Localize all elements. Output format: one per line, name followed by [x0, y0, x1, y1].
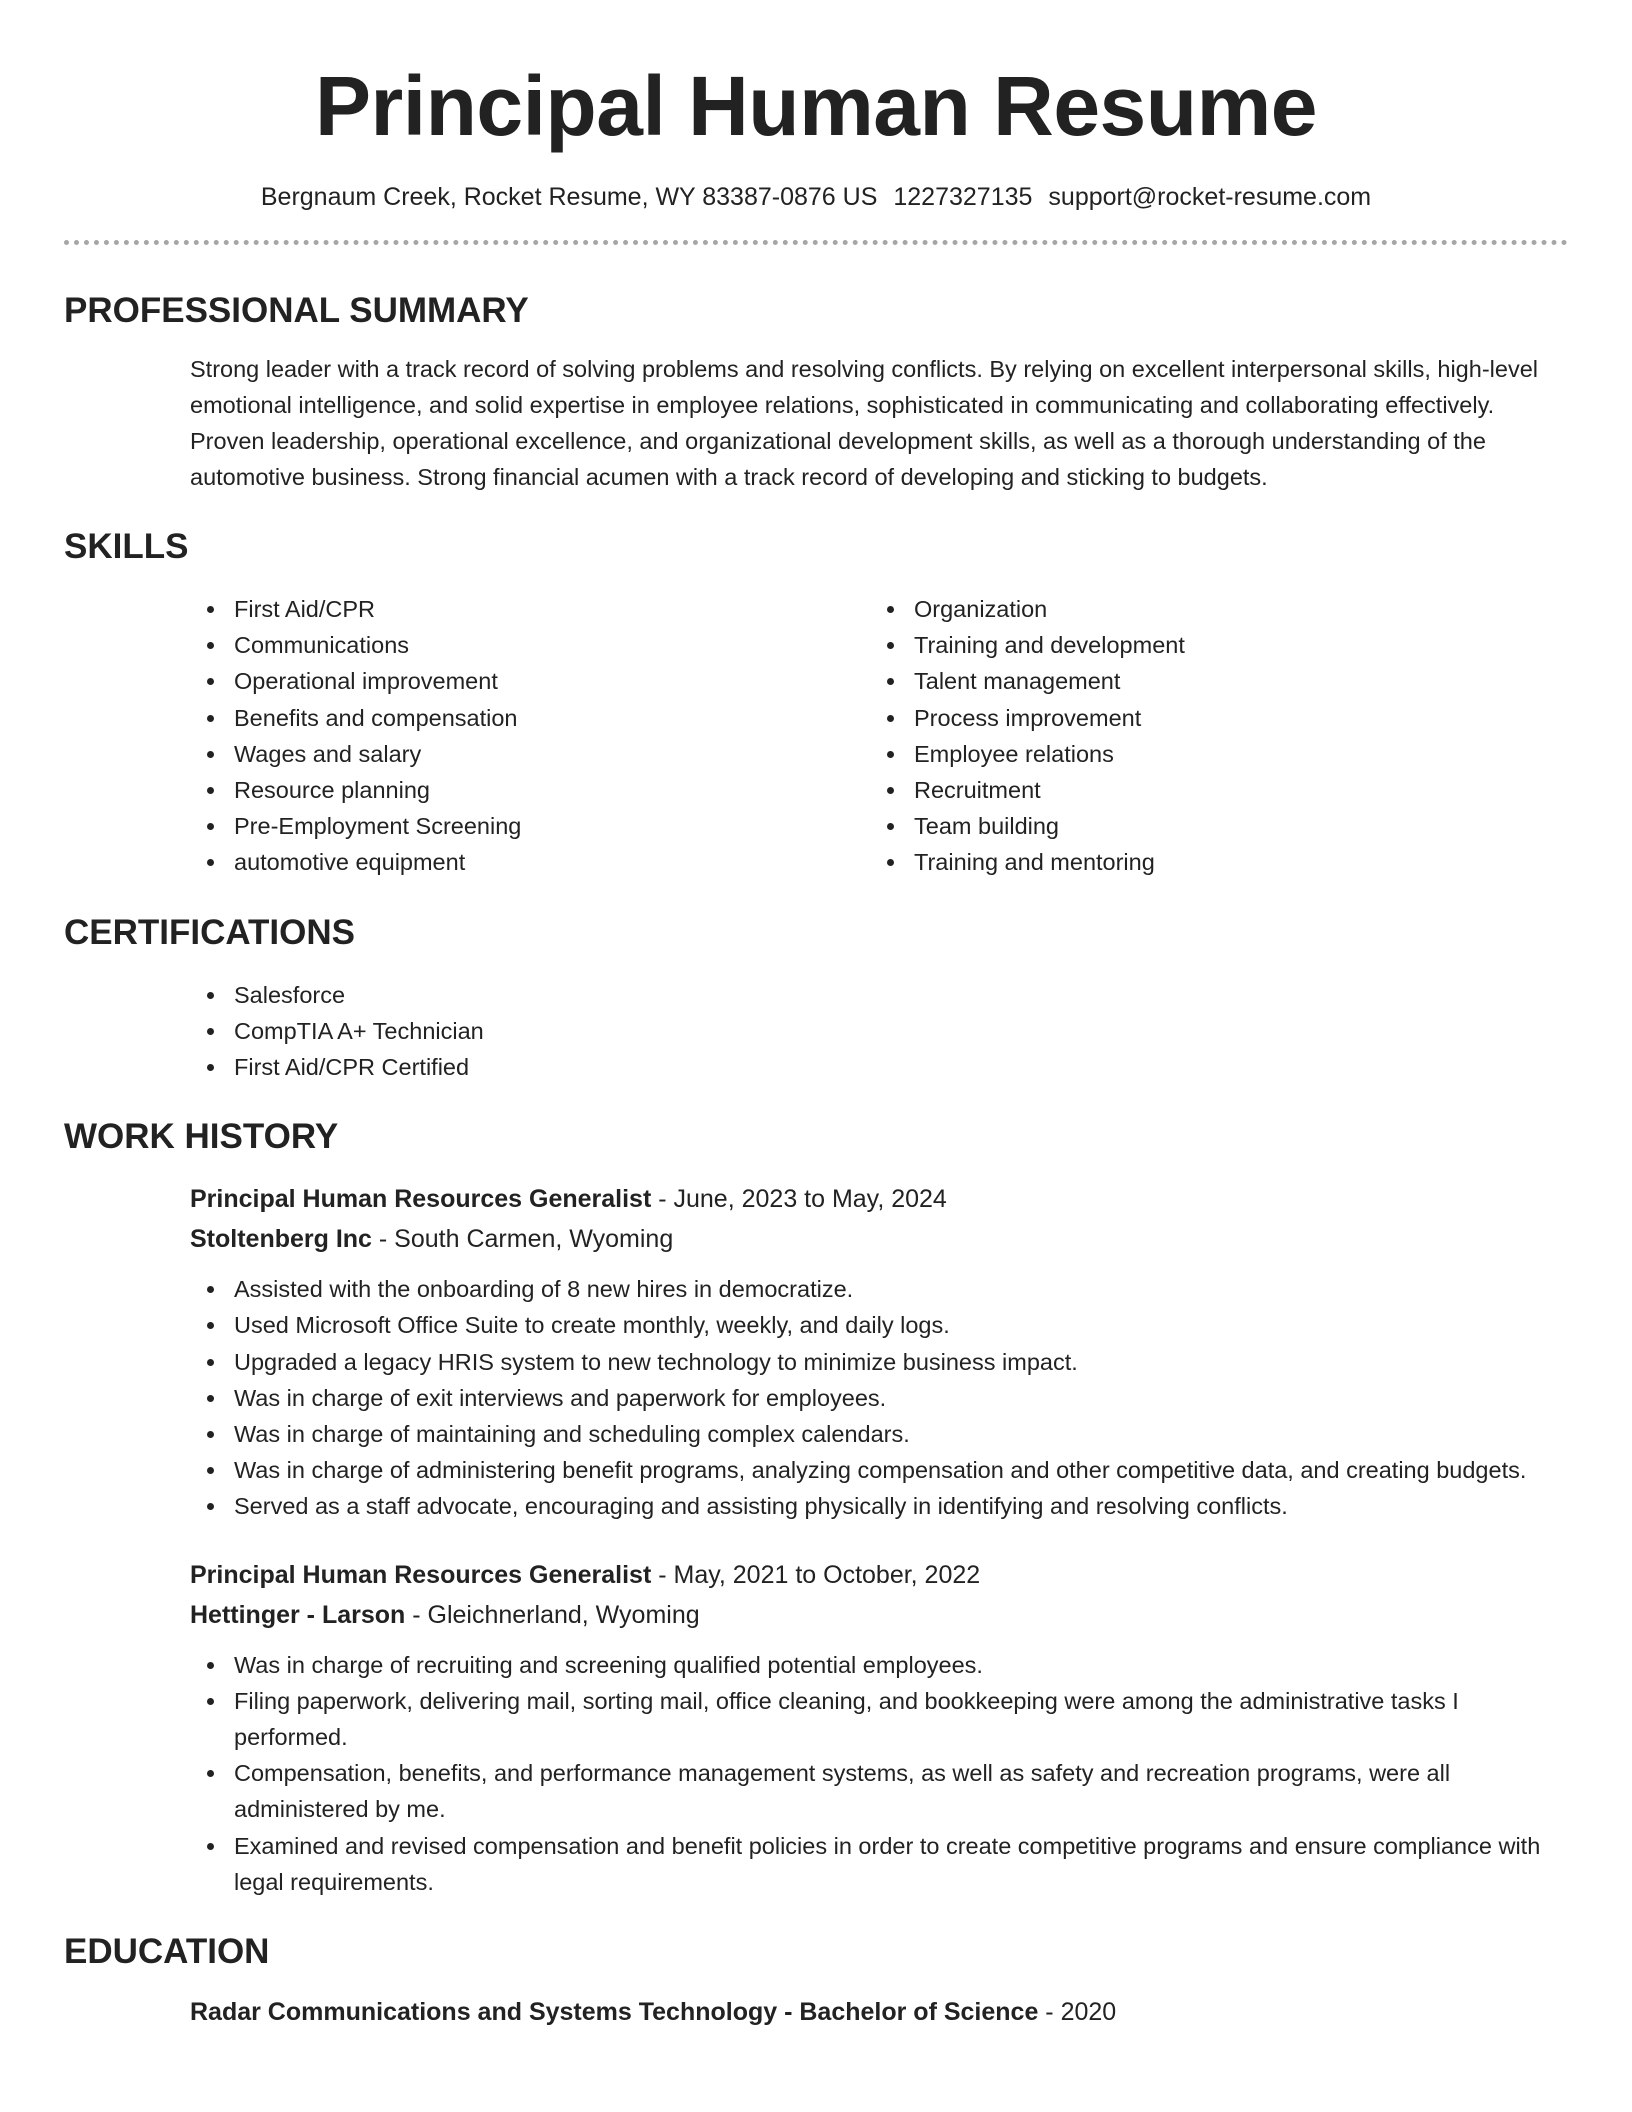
skill-item: Communications — [190, 627, 870, 663]
contact-address: Bergnaum Creek, Rocket Resume, WY 83387-0876 US — [260, 183, 878, 211]
skill-item: Resource planning — [190, 772, 870, 808]
skill-item: Training and mentoring — [870, 844, 1550, 880]
job-duty: Was in charge of recruiting and screening qualified potential employees. — [190, 1647, 1568, 1683]
job-company: Hettinger - Larson — [190, 1600, 406, 1629]
skill-item: Employee relations — [870, 736, 1550, 772]
skill-item: Wages and salary — [190, 736, 870, 772]
skill-item: Pre-Employment Screening — [190, 808, 870, 844]
job-role: Principal Human Resources Generalist — [190, 1560, 652, 1589]
certification-item: CompTIA A+ Technician — [190, 1013, 1568, 1049]
contact-phone: 1227327135 — [893, 183, 1033, 211]
education-heading: EDUCATION — [64, 1932, 270, 1972]
job-title-line — [190, 1555, 1568, 1595]
skill-item: Benefits and compensation — [190, 700, 870, 736]
skills-column-2 — [870, 591, 1550, 881]
job-duty: Was in charge of exit interviews and paperwork for employees. — [190, 1380, 1568, 1416]
skill-item: Recruitment — [870, 772, 1550, 808]
education-degree: Radar Communications and Systems Technology - Bachelor of Science — [190, 1998, 1039, 2027]
skill-item: Training and development — [870, 627, 1550, 663]
education-entry — [190, 1992, 1568, 2032]
job-location: - Gleichnerland, Wyoming — [405, 1600, 700, 1629]
certifications-list — [190, 977, 1568, 1086]
work-history-heading: WORK HISTORY — [64, 1117, 339, 1157]
job-role: Principal Human Resources Generalist — [190, 1185, 652, 1214]
certification-item: Salesforce — [190, 977, 1568, 1013]
job-duty: Was in charge of maintaining and scheduling complex calendars. — [190, 1416, 1568, 1452]
job-duties-list — [190, 1647, 1568, 1900]
job-dates: - June, 2023 to May, 2024 — [651, 1185, 947, 1214]
header-divider — [64, 240, 1568, 245]
skill-item: Operational improvement — [190, 663, 870, 699]
contact-line — [64, 180, 1568, 214]
job-entry — [64, 1179, 1568, 1524]
contact-email: support@rocket-resume.com — [1048, 183, 1372, 211]
job-dates: - May, 2021 to October, 2022 — [651, 1560, 981, 1589]
skill-item: First Aid/CPR — [190, 591, 870, 627]
resume-page — [64, 0, 1568, 2032]
job-duty: Examined and revised compensation and benefit policies in order to create competitive programs and ensure compliance with legal requirements. — [190, 1828, 1568, 1900]
skill-item: Organization — [870, 591, 1550, 627]
job-duty: Was in charge of administering benefit programs, analyzing compensation and other competitive data, and creating budgets. — [190, 1452, 1568, 1488]
resume-name: Principal Human Resume — [315, 59, 1317, 153]
job-duty: Served as a staff advocate, encouraging and assisting physically in identifying and resolving conflicts. — [190, 1488, 1568, 1524]
job-title-line — [190, 1179, 1568, 1219]
skill-item: Team building — [870, 808, 1550, 844]
certifications-heading: CERTIFICATIONS — [64, 912, 356, 952]
job-location: - South Carmen, Wyoming — [371, 1225, 674, 1254]
job-company-line — [190, 1595, 1568, 1635]
certification-item: First Aid/CPR Certified — [190, 1049, 1568, 1085]
job-entry — [64, 1555, 1568, 1900]
job-duties-list — [190, 1271, 1568, 1524]
job-duty: Upgraded a legacy HRIS system to new technology to minimize business impact. — [190, 1344, 1568, 1380]
summary-text: Strong leader with a track record of solving problems and resolving conflicts. By relying on excellent interpersonal skills, high-level emotional intelligence, and solid expertise in employee relations, sophisticated in communicating and collaborating effectively. Proven leadership, operational excellence, and organizational development skills, as well as a thorough understanding of the automotive business. Strong financial acumen with a track record of developing and sticking to budgets. — [190, 356, 1538, 490]
skills-column-1 — [190, 591, 870, 881]
job-company-line — [190, 1219, 1568, 1259]
skill-item: automotive equipment — [190, 844, 870, 880]
job-duty: Assisted with the onboarding of 8 new hires in democratize. — [190, 1271, 1568, 1307]
skill-item: Process improvement — [870, 700, 1550, 736]
skills-list — [190, 591, 1568, 881]
skill-item: Talent management — [870, 663, 1550, 699]
job-company: Stoltenberg Inc — [190, 1225, 372, 1254]
skills-heading: SKILLS — [64, 527, 189, 566]
education-year: - 2020 — [1038, 1998, 1117, 2027]
job-duty: Compensation, benefits, and performance management systems, as well as safety and recreation programs, were all administered by me. — [190, 1755, 1568, 1827]
job-duty: Used Microsoft Office Suite to create monthly, weekly, and daily logs. — [190, 1307, 1568, 1343]
summary-heading: PROFESSIONAL SUMMARY — [64, 291, 529, 330]
job-duty: Filing paperwork, delivering mail, sorting mail, office cleaning, and bookkeeping were among the administrative tasks I performed. — [190, 1683, 1568, 1755]
